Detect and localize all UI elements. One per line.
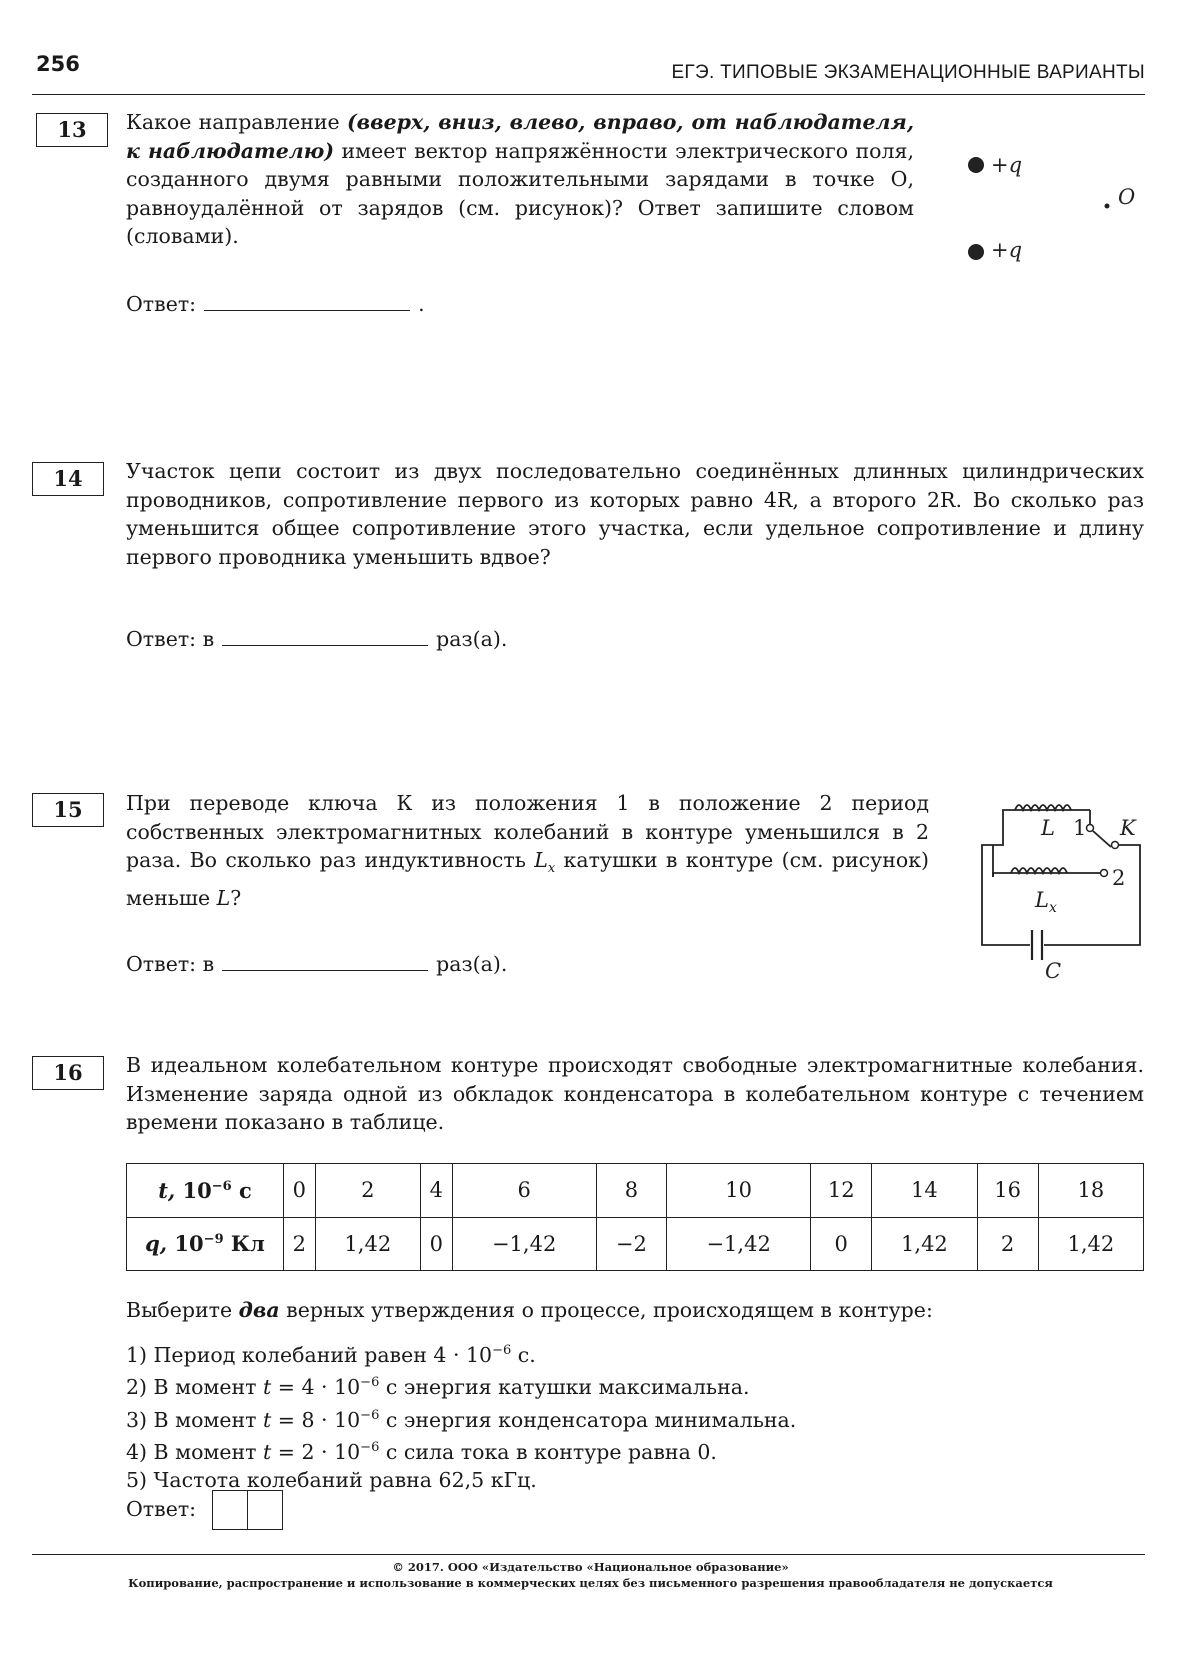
table-cell: −2 — [596, 1217, 666, 1271]
page-number: 256 — [36, 52, 80, 76]
header-rule — [32, 94, 1145, 95]
table-cell: 4 — [420, 1164, 452, 1218]
table-cell: 2 — [315, 1164, 420, 1218]
label-k: K — [1120, 816, 1136, 840]
table-cell: 8 — [596, 1164, 666, 1218]
charge-top-dot — [968, 157, 984, 173]
question-16-answer-label: Ответ: — [126, 1497, 197, 1521]
terminal-2 — [1101, 870, 1108, 877]
table-cell: −1,42 — [452, 1217, 596, 1271]
answer-box-1[interactable] — [212, 1490, 248, 1530]
footer-copyright: © 2017. ООО «Издательство «Национальное образование» — [392, 1560, 789, 1574]
switch-k — [1093, 831, 1111, 847]
question-15-answer: Ответ: в раз(а). — [126, 952, 508, 976]
table-row-time — [127, 1164, 1144, 1218]
charge-bottom-dot — [968, 244, 984, 260]
two-charges-figure — [955, 140, 1155, 265]
question-16-number: 16 — [32, 1056, 104, 1090]
table-cell: 16 — [977, 1164, 1038, 1218]
option-4: 4) В момент $t = 2 \cdot 10^{-6}$ с сила тока в контуре равна 0. — [126, 1439, 717, 1464]
table-cell: 12 — [811, 1164, 872, 1218]
question-14-answer-field[interactable] — [222, 625, 428, 646]
question-16-prompt: Выберите два верных утверждения о процессе, происходящем в контуре: — [126, 1298, 933, 1322]
label-c: C — [1045, 959, 1062, 983]
table-cell: 1,42 — [1038, 1217, 1143, 1271]
charge-time-table — [126, 1163, 1144, 1271]
label-l: L — [1041, 816, 1055, 840]
label-lx: $L_x$ — [1035, 888, 1057, 916]
table-cell: 0 — [811, 1217, 872, 1271]
option-5: 5) Частота колебаний равна 62,5 кГц. — [126, 1468, 537, 1493]
question-16-text: В идеальном колебательном контуре происходят свободные электромагнитные колебания. Изменение заряда одной из обкладок конденсатора в колебательном контуре с течением времени показано в таблице. — [126, 1053, 1144, 1134]
question-13-answer-field[interactable] — [204, 290, 410, 311]
option-2: 2) В момент $t = 4 \cdot 10^{-6}$ с энергия катушки максимальна. — [126, 1375, 750, 1400]
table-row-charge — [127, 1217, 1144, 1271]
question-13-text: Какое направление (вверх, вниз, влево, вправо, от наблюдателя, к наблюдателю) имеет вектор напряжённости электрического поля, созданного двумя равными положительными зарядами в точке О, равноудалённой от зарядов (см. рисунок)? Ответ запишите словом (словами). — [126, 110, 914, 248]
point-o-label: O — [1118, 185, 1136, 209]
table-cell: 18 — [1038, 1164, 1143, 1218]
lower-branch-wire — [993, 873, 1101, 877]
table-cell: 0 — [420, 1217, 452, 1271]
question-16-options — [126, 1337, 796, 1495]
question-14-text: Участок цепи состоит из двух последовательно соединённых длинных цилиндрических проводников, сопротивление первого из которых равно 4R, а второго 2R. Во сколько раз уменьшится общее сопротивление этого участка, если удельное сопротивление и длину первого проводника уменьшить вдвое? — [126, 459, 1144, 569]
question-15-text: При переводе ключа К из положения 1 в положение 2 период собственных электромагнитных колебаний в контуре уменьшился в 2 раза. Во сколько раз индуктивность $L_x$ катушки в контуре (см. рисунок) меньше L? — [126, 791, 930, 910]
table-cell: 2 — [284, 1217, 316, 1271]
label-position-1: 1 — [1073, 816, 1087, 840]
table-cell: 0 — [284, 1164, 316, 1218]
charge-top-label: +q — [991, 153, 1023, 177]
question-13-number: 13 — [36, 113, 108, 147]
table-cell: 10 — [667, 1164, 811, 1218]
table-cell: 1,42 — [315, 1217, 420, 1271]
terminal-k — [1112, 842, 1119, 849]
charge-bottom-label: +q — [991, 238, 1023, 262]
question-16-answer-boxes — [212, 1490, 281, 1534]
table-cell: −1,42 — [667, 1217, 811, 1271]
question-13-answer: Ответ: . — [126, 292, 425, 316]
answer-box-2[interactable] — [247, 1490, 283, 1530]
option-3: 3) В момент $t = 8 \cdot 10^{-6}$ с энергия конденсатора минимальна. — [126, 1407, 797, 1432]
table-cell: 6 — [452, 1164, 596, 1218]
footer-rule — [32, 1554, 1145, 1555]
table-header-charge: q, $10^{-9}$ Кл — [127, 1217, 284, 1271]
running-title: ЕГЭ. ТИПОВЫЕ ЭКЗАМЕНАЦИОННЫЕ ВАРИАНТЫ — [671, 62, 1145, 83]
circuit-wire-right — [1044, 845, 1140, 945]
label-position-2: 2 — [1112, 866, 1126, 890]
terminal-1 — [1087, 825, 1094, 832]
table-cell: 14 — [872, 1164, 977, 1218]
lc-circuit-figure — [975, 795, 1155, 985]
question-14-number: 14 — [32, 462, 104, 496]
question-14-answer: Ответ: в раз(а). — [126, 627, 508, 651]
option-1: 1) Период колебаний равен $4 \cdot 10^{-6}$ с. — [126, 1342, 536, 1367]
question-15-number: 15 — [32, 793, 104, 827]
table-header-time: t, $10^{-6}$ с — [127, 1164, 284, 1218]
point-o-dot — [1105, 204, 1110, 209]
table-cell: 1,42 — [872, 1217, 977, 1271]
table-cell: 2 — [977, 1217, 1038, 1271]
question-15-answer-field[interactable] — [222, 950, 428, 971]
footer-notice: Копирование, распространение и использование в коммерческих целях без письменного разрешения правообладателя не допускается — [128, 1576, 1053, 1590]
